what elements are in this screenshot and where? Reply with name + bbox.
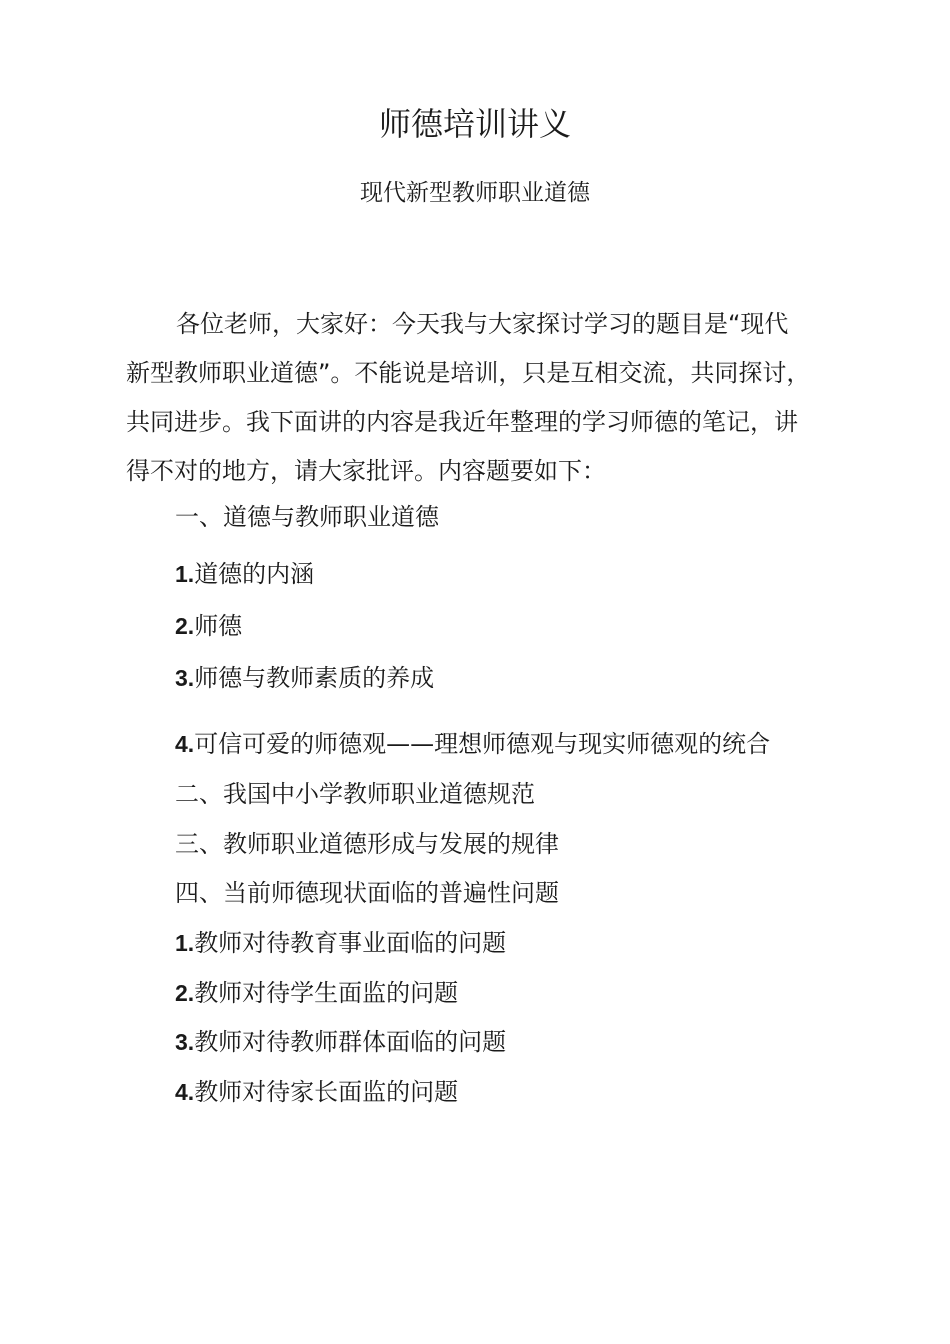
outline-item [175, 1025, 506, 1059]
intro-line: 新型教师职业道德”。不能说是培训，只是互相交流，共同探讨， [126, 359, 811, 387]
outline-text: 教师对待学生面监的问题 [194, 979, 459, 1007]
intro-line: 得不对的地方，请大家批评。内容题要如下： [126, 457, 606, 485]
page-subtitle: 现代新型教师职业道德 [360, 180, 590, 206]
outline-item [175, 926, 506, 960]
outline-heading-1 [175, 500, 439, 534]
outline-heading-4 [175, 876, 559, 910]
outline-text: 师德 [194, 612, 243, 640]
outline-item [175, 727, 770, 761]
outline-number: 2. [175, 980, 195, 1006]
outline-item [175, 976, 458, 1010]
outline-number: 4. [175, 731, 195, 757]
page-title: 师德培训讲义 [378, 105, 571, 143]
outline-number: 3. [175, 1029, 195, 1055]
outline-text: 三、教师职业道德形成与发展的规律 [175, 830, 559, 858]
intro-line: 各位老师，大家好：今天我与大家探讨学习的题目是“现代 [176, 310, 789, 338]
outline-number: 1. [175, 930, 195, 956]
outline-text: 教师对待教师群体面临的问题 [194, 1028, 507, 1056]
outline-text: 一、道德与教师职业道德 [175, 503, 439, 531]
outline-text: 教师对待教育事业面临的问题 [194, 929, 507, 957]
outline-heading-2 [175, 777, 535, 811]
intro-paragraph [126, 300, 866, 496]
outline-text: 二、我国中小学教师职业道德规范 [175, 780, 535, 808]
outline-item [175, 557, 314, 591]
intro-line: 共同进步。我下面讲的内容是我近年整理的学习师德的笔记，讲 [126, 408, 798, 436]
outline-number: 1. [175, 561, 195, 587]
outline-text: 道德的内涵 [194, 560, 315, 588]
outline-heading-3 [175, 827, 559, 861]
outline-item [175, 661, 434, 695]
outline-text: 可信可爱的师德观——理想师德观与现实师德观的统合 [194, 730, 771, 758]
outline-text: 教师对待家长面监的问题 [194, 1078, 459, 1106]
outline-item [175, 609, 242, 643]
outline-number: 3. [175, 665, 195, 691]
outline-text: 四、当前师德现状面临的普遍性问题 [175, 879, 559, 907]
outline-text: 师德与教师素质的养成 [194, 664, 435, 692]
outline-item [175, 1075, 458, 1109]
outline-number: 4. [175, 1079, 195, 1105]
outline-number: 2. [175, 613, 195, 639]
